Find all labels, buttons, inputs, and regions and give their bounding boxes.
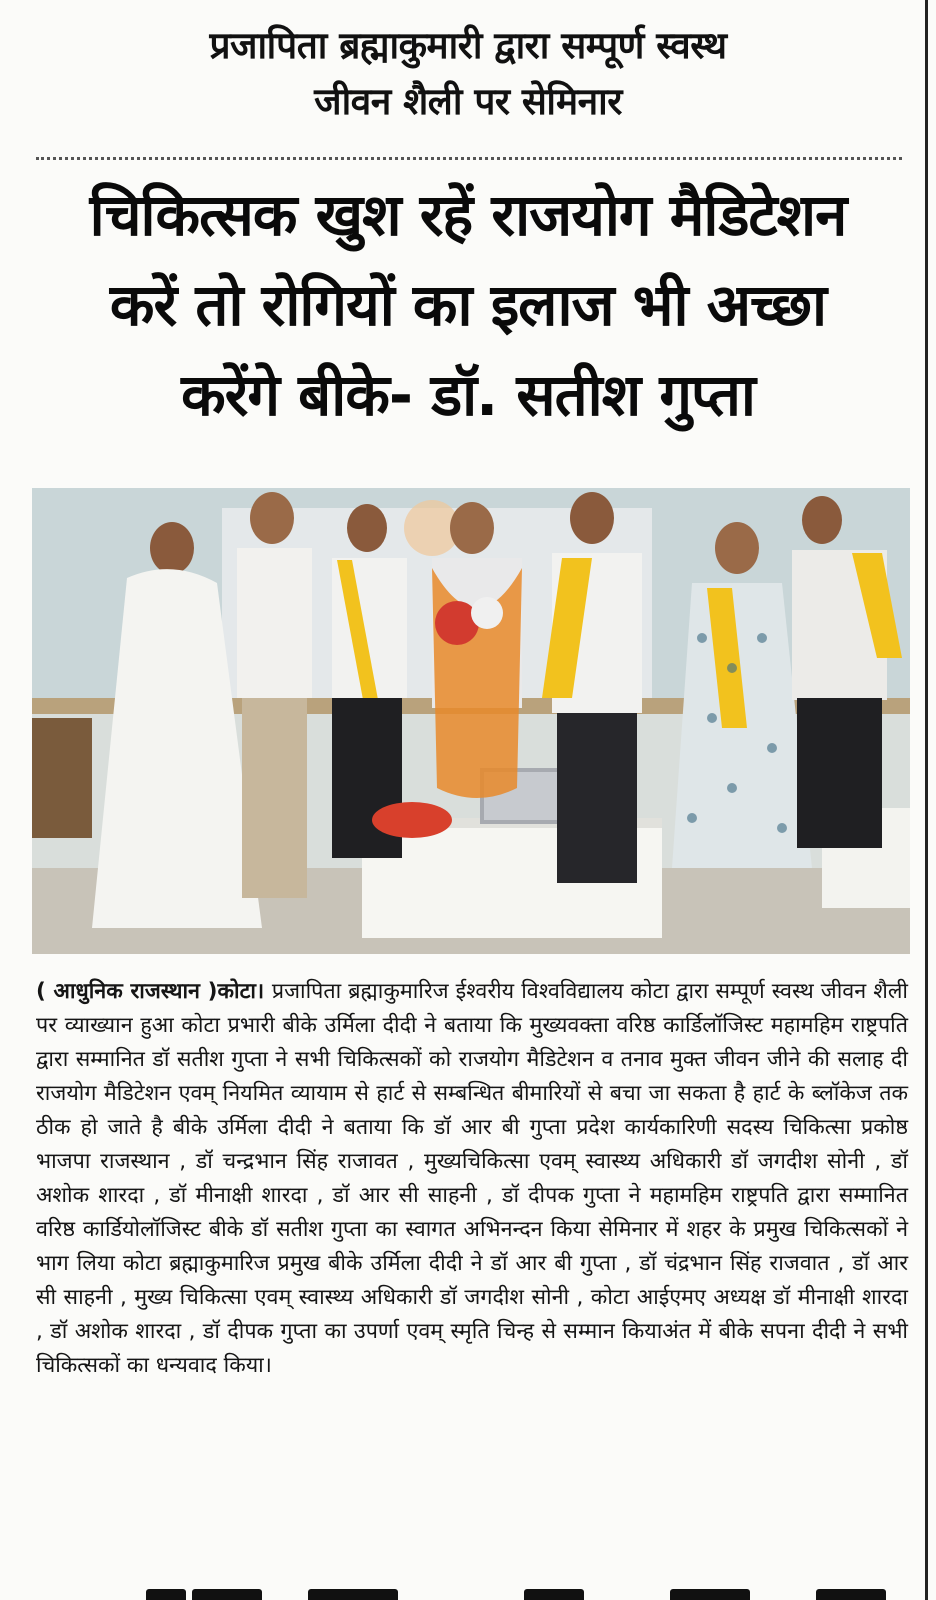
- headline-line-1: चिकित्सक खुश रहें राजयोग मैडिटेशन: [89, 181, 847, 249]
- main-headline: [30, 170, 906, 440]
- headline-line-2: करें तो रोगियों का इलाज भी अच्छा: [109, 271, 827, 339]
- article-body-text: प्रजापिता ब्रह्माकुमारिज ईश्वरीय विश्वविद्यालय कोटा द्वारा सम्पूर्ण स्वस्थ जीवन शैली पर व्याख्यान हुआ कोटा प्रभारी बीके उर्मिला दीदी ने बताया कि मुख्यवक्ता वरिष्ठ कार्डिलॉजिस्ट महामहिम राष्ट्रपति द्वारा सम्मानित डॉ सतीश गुप्ता ने सभी चिकित्सकों को राजयोग मैडिटेशन व तनाव मुक्त जीवन जीने की सलाह दी राजयोग मैडिटेशन एवम् नियमित व्यायाम से हार्ट से सम्बन्धित बीमारियों से बचा जा सकता है हार्ट के ब्लॉकेज तक ठीक हो जाते है बीके उर्मिला दीदी ने बताया कि डॉ आर बी गुप्ता प्रदेश कार्यकारिणी सदस्य चिकित्सा प्रकोष्ठ भाजपा राजस्थान , डॉ चन्द्रभान सिंह राजावत , मुख्यचिकित्सा एवम् स्वास्थ्य अधिकारी डॉ जगदीश सोनी , डॉ अशोक शारदा , डॉ मीनाक्षी शारदा , डॉ आर सी साहनी , डॉ दीपक गुप्ता ने महामहिम राष्ट्रपति द्वारा सम्मानित वरिष्ठ कार्डियोलॉजिस्ट बीके डॉ सतीश गुप्ता का स्वागत अभिनन्दन किया सेमिनार में शहर के प्रमुख चिकित्सकों ने भाग लिया कोटा ब्रह्माकुमारिज प्रमुख बीके उर्मिला दीदी ने डॉ आर बी गुप्ता , डॉ चंद्रभान सिंह राजवात , डॉ आर सी साहनी , मुख्य चिकित्सा एवम् स्वास्थ्य अधिकारी डॉ जगदीश सोनी , कोटा आईएमए अध्यक्ष डॉ मीनाक्षी शारदा , डॉ अशोक शारदा , डॉ दीपक गुप्ता का उपर्णा एवम् स्मृति चिन्ह से सम्मान कियाअंत में बीके सपना दीदी ने सभी चिकित्सकों का धन्यवाद किया।: [36, 979, 908, 1378]
- kicker-line-2: जीवन शैली पर सेमिनार: [314, 80, 622, 123]
- column-rule: [925, 0, 928, 1600]
- dateline: ( आधुनिक राजस्थान )कोटा।: [36, 979, 272, 1004]
- dotted-divider: [36, 157, 902, 160]
- headline-line-3: करेंगे बीके- डॉ. सतीश गुप्ता: [181, 361, 755, 429]
- group-photo-icon: [32, 488, 910, 954]
- news-photo: [32, 488, 910, 954]
- article-body: [36, 975, 908, 1383]
- kicker-headline: [40, 18, 896, 130]
- cropped-next-headline: [36, 1588, 902, 1600]
- kicker-line-1: प्रजापिता ब्रह्माकुमारी द्वारा सम्पूर्ण स्वस्थ: [209, 24, 727, 67]
